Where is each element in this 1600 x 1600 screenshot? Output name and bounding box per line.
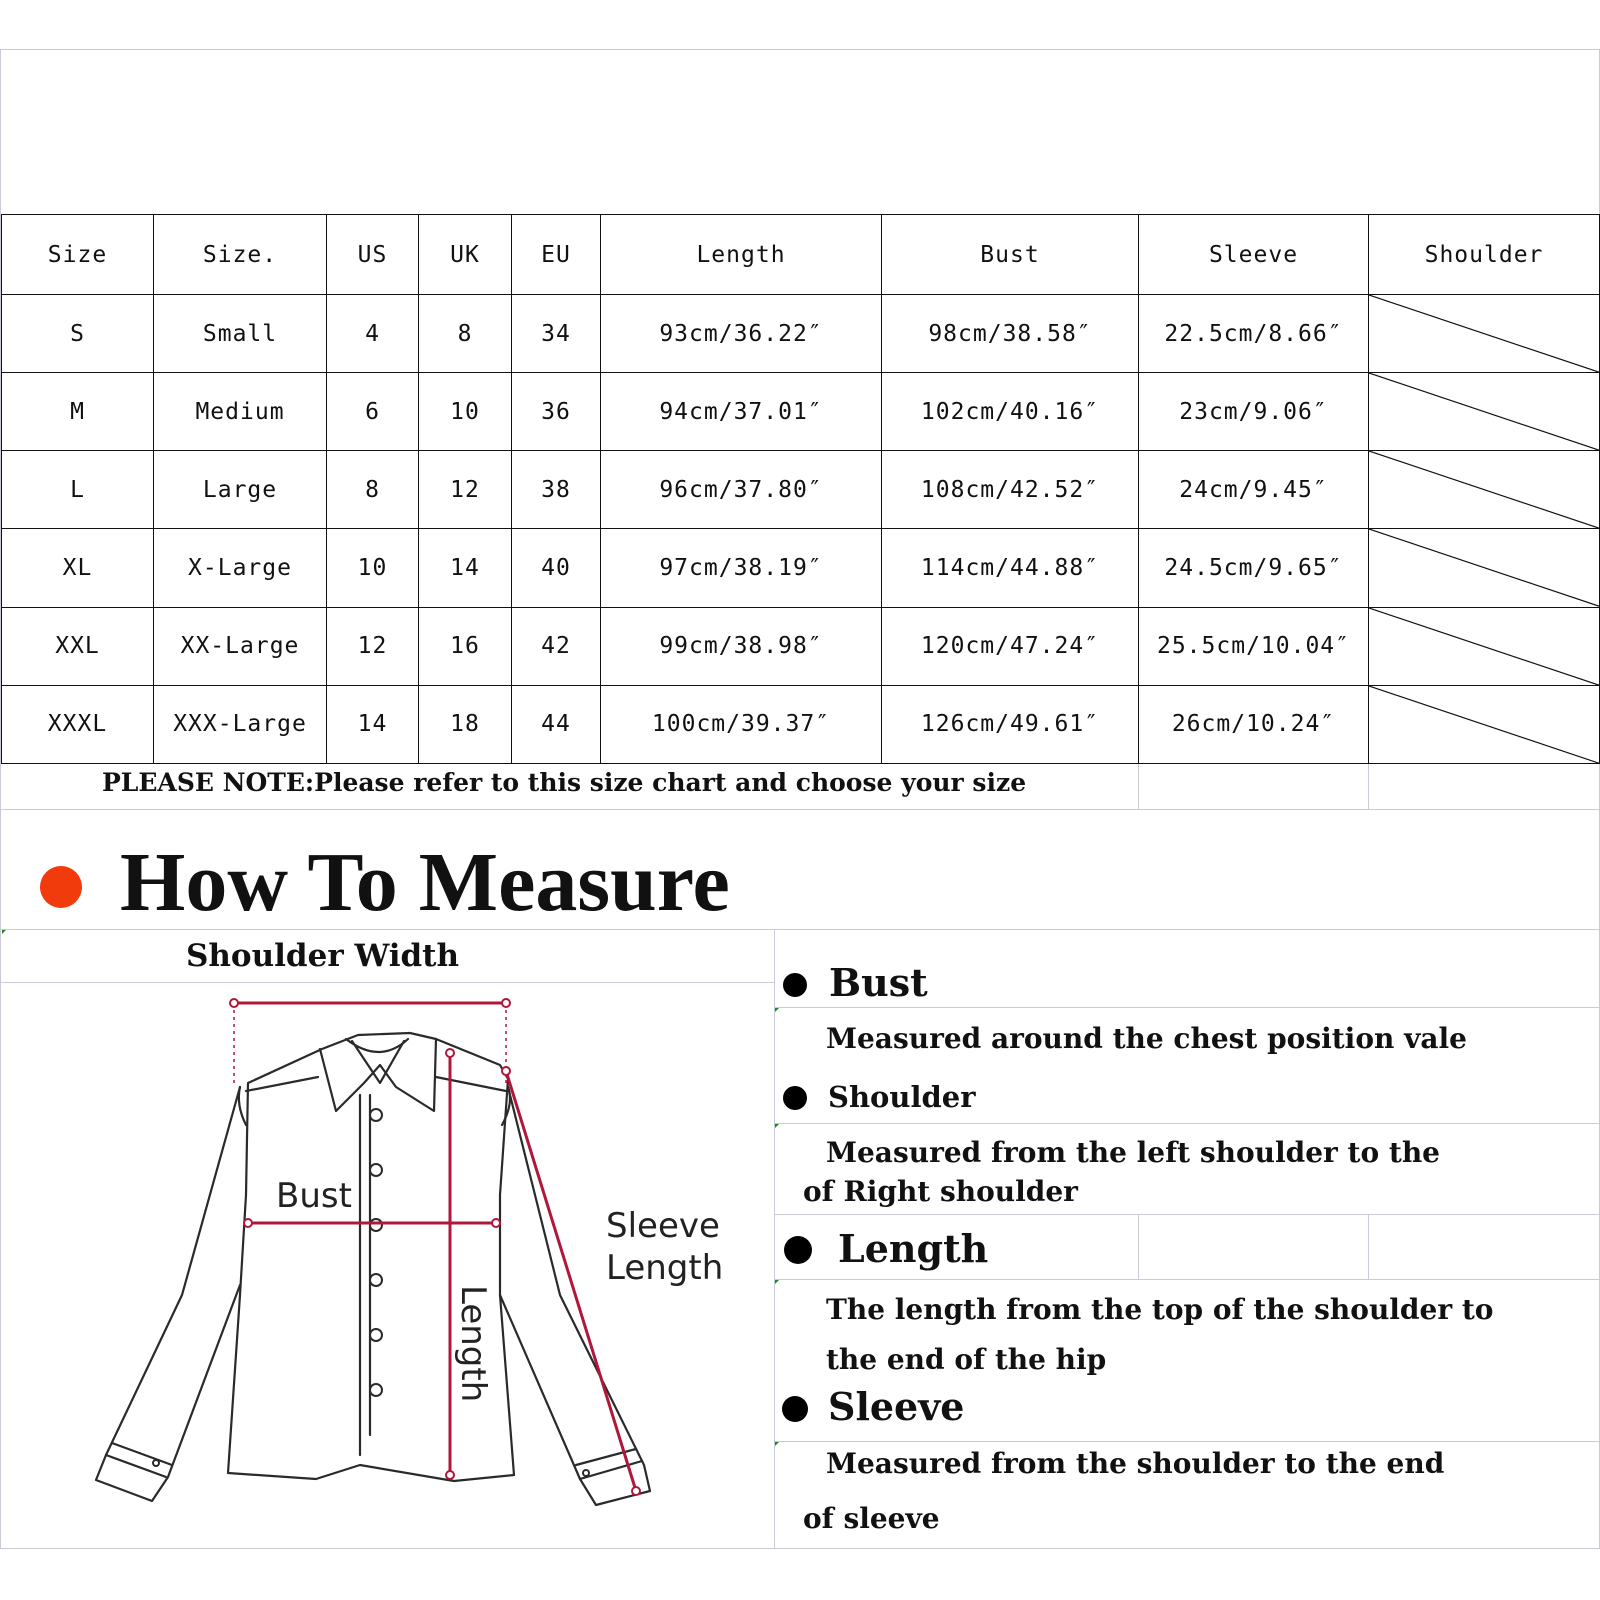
measure-top-line <box>0 929 1600 930</box>
cell-bust: 108cm/42.52″ <box>882 451 1139 529</box>
cell-size-name: XX-Large <box>154 607 327 685</box>
shoulder-row-line <box>774 1123 1600 1124</box>
button-icon <box>370 1164 382 1176</box>
bust-description: Measured around the chest position vale <box>826 1022 1467 1055</box>
button-icon <box>370 1329 382 1341</box>
sleeve-title: Sleeve <box>828 1384 965 1429</box>
bust-title: Bust <box>829 960 928 1005</box>
cell-eu: 42 <box>512 607 601 685</box>
cell-sleeve: 26cm/10.24″ <box>1139 685 1369 763</box>
diagram-sleeve-label-1: Sleeve <box>606 1206 720 1246</box>
button-icon <box>370 1384 382 1396</box>
bust-bullet-icon <box>783 973 807 997</box>
table-row <box>2 451 1600 529</box>
cell-eu: 44 <box>512 685 601 763</box>
shoulder-title: Shoulder <box>828 1080 976 1114</box>
header-us: US <box>327 215 419 295</box>
table-row <box>2 685 1600 763</box>
cell-shoulder-empty <box>1369 295 1600 373</box>
left-sleeve-outline <box>96 1087 240 1501</box>
shirt-measure-diagram <box>90 995 750 1535</box>
cell-size: XL <box>2 529 154 607</box>
cell-shoulder-empty <box>1369 373 1600 451</box>
shoulder-bullet-icon <box>783 1086 807 1110</box>
cell-bust: 102cm/40.16″ <box>882 373 1139 451</box>
header-size-name: Size. <box>154 215 327 295</box>
cell-eu: 36 <box>512 373 601 451</box>
cell-uk: 8 <box>419 295 512 373</box>
cell-shoulder-empty <box>1369 529 1600 607</box>
button-icon <box>370 1109 382 1121</box>
cell-bust: 126cm/49.61″ <box>882 685 1139 763</box>
table-row <box>2 295 1600 373</box>
length-row-divider-1 <box>1138 1214 1139 1279</box>
note-divider-1 <box>1138 764 1139 809</box>
button-icon <box>370 1274 382 1286</box>
cell-size-name: Large <box>154 451 327 529</box>
cell-sleeve: 24cm/9.45″ <box>1139 451 1369 529</box>
cell-shoulder-empty <box>1369 451 1600 529</box>
cell-eu: 38 <box>512 451 601 529</box>
cell-us: 8 <box>327 451 419 529</box>
header-uk: UK <box>419 215 512 295</box>
sleeve-bullet-icon <box>782 1396 808 1422</box>
cell-shoulder-empty <box>1369 607 1600 685</box>
cell-uk: 14 <box>419 529 512 607</box>
cell-uk: 12 <box>419 451 512 529</box>
measure-center-divider <box>774 929 775 1549</box>
length-title: Length <box>838 1226 989 1271</box>
cell-length: 93cm/36.22″ <box>601 295 882 373</box>
cell-shoulder-empty <box>1369 685 1600 763</box>
header-eu: EU <box>512 215 601 295</box>
cell-size-name: XXX-Large <box>154 685 327 763</box>
cell-sleeve: 25.5cm/10.04″ <box>1139 607 1369 685</box>
cell-eu: 40 <box>512 529 601 607</box>
green-tick-mark <box>775 1280 779 1284</box>
green-tick-mark <box>775 1124 779 1128</box>
cell-length: 100cm/39.37″ <box>601 685 882 763</box>
shoulder-label-line <box>0 982 774 983</box>
header-shoulder: Shoulder <box>1369 215 1600 295</box>
header-size: Size <box>2 215 154 295</box>
shoulder-description-line2: of Right shoulder <box>803 1175 1078 1208</box>
green-tick-mark <box>2 930 6 934</box>
cell-sleeve: 22.5cm/8.66″ <box>1139 295 1369 373</box>
cell-size: S <box>2 295 154 373</box>
cell-bust: 114cm/44.88″ <box>882 529 1139 607</box>
diagram-sleeve-label-2: Length <box>606 1248 724 1288</box>
cell-us: 4 <box>327 295 419 373</box>
cell-size-name: Small <box>154 295 327 373</box>
table-header-row <box>2 215 1600 295</box>
shirt-collar <box>320 1039 436 1111</box>
note-divider-2 <box>1368 764 1369 809</box>
cell-length: 96cm/37.80″ <box>601 451 882 529</box>
cell-eu: 34 <box>512 295 601 373</box>
cell-bust: 120cm/47.24″ <box>882 607 1139 685</box>
green-tick-mark <box>775 1442 779 1446</box>
heading-dot-icon <box>40 866 82 908</box>
sleeve-row-line <box>774 1441 1600 1442</box>
cell-length: 97cm/38.19″ <box>601 529 882 607</box>
length-row-divider-2 <box>1368 1214 1369 1279</box>
header-bust: Bust <box>882 215 1139 295</box>
shoulder-width-label: Shoulder Width <box>186 938 460 974</box>
length-bullet-icon <box>784 1236 812 1264</box>
diagram-length-label: Length <box>453 1285 493 1403</box>
cell-sleeve: 23cm/9.06″ <box>1139 373 1369 451</box>
frame-top-line <box>0 49 1600 50</box>
cell-bust: 98cm/38.58″ <box>882 295 1139 373</box>
cell-uk: 18 <box>419 685 512 763</box>
sleeve-description-line1: Measured from the shoulder to the end <box>826 1447 1445 1480</box>
table-row <box>2 529 1600 607</box>
cell-us: 14 <box>327 685 419 763</box>
header-sleeve: Sleeve <box>1139 215 1369 295</box>
cell-size-name: Medium <box>154 373 327 451</box>
shoulder-description-line1: Measured from the left shoulder to the <box>826 1136 1440 1169</box>
cell-length: 94cm/37.01″ <box>601 373 882 451</box>
green-tick-mark <box>775 1008 779 1012</box>
length-row-top-line <box>774 1214 1600 1215</box>
how-to-measure-title: How To Measure <box>120 836 730 929</box>
length-description-line2: the end of the hip <box>826 1343 1107 1376</box>
cell-us: 10 <box>327 529 419 607</box>
note-bottom-line <box>0 809 1600 810</box>
diagram-bust-label: Bust <box>276 1176 352 1216</box>
length-description-line1: The length from the top of the shoulder to <box>826 1293 1494 1326</box>
measure-bottom-line <box>0 1548 1600 1549</box>
cell-us: 6 <box>327 373 419 451</box>
bust-row-line <box>774 1007 1600 1008</box>
cell-uk: 10 <box>419 373 512 451</box>
cell-size: XXXL <box>2 685 154 763</box>
header-length: Length <box>601 215 882 295</box>
cell-us: 12 <box>327 607 419 685</box>
size-note: PLEASE NOTE:Please refer to this size chart and choose your size <box>102 768 1027 797</box>
sleeve-description-line2: of sleeve <box>803 1502 940 1535</box>
cell-size: L <box>2 451 154 529</box>
cell-size: XXL <box>2 607 154 685</box>
button-icon <box>370 1219 382 1231</box>
cell-size-name: X-Large <box>154 529 327 607</box>
length-row-bottom-line <box>774 1279 1600 1280</box>
cell-length: 99cm/38.98″ <box>601 607 882 685</box>
cell-uk: 16 <box>419 607 512 685</box>
cell-sleeve: 24.5cm/9.65″ <box>1139 529 1369 607</box>
cell-size: M <box>2 373 154 451</box>
table-row <box>2 373 1600 451</box>
table-row <box>2 607 1600 685</box>
size-table <box>1 214 1600 764</box>
